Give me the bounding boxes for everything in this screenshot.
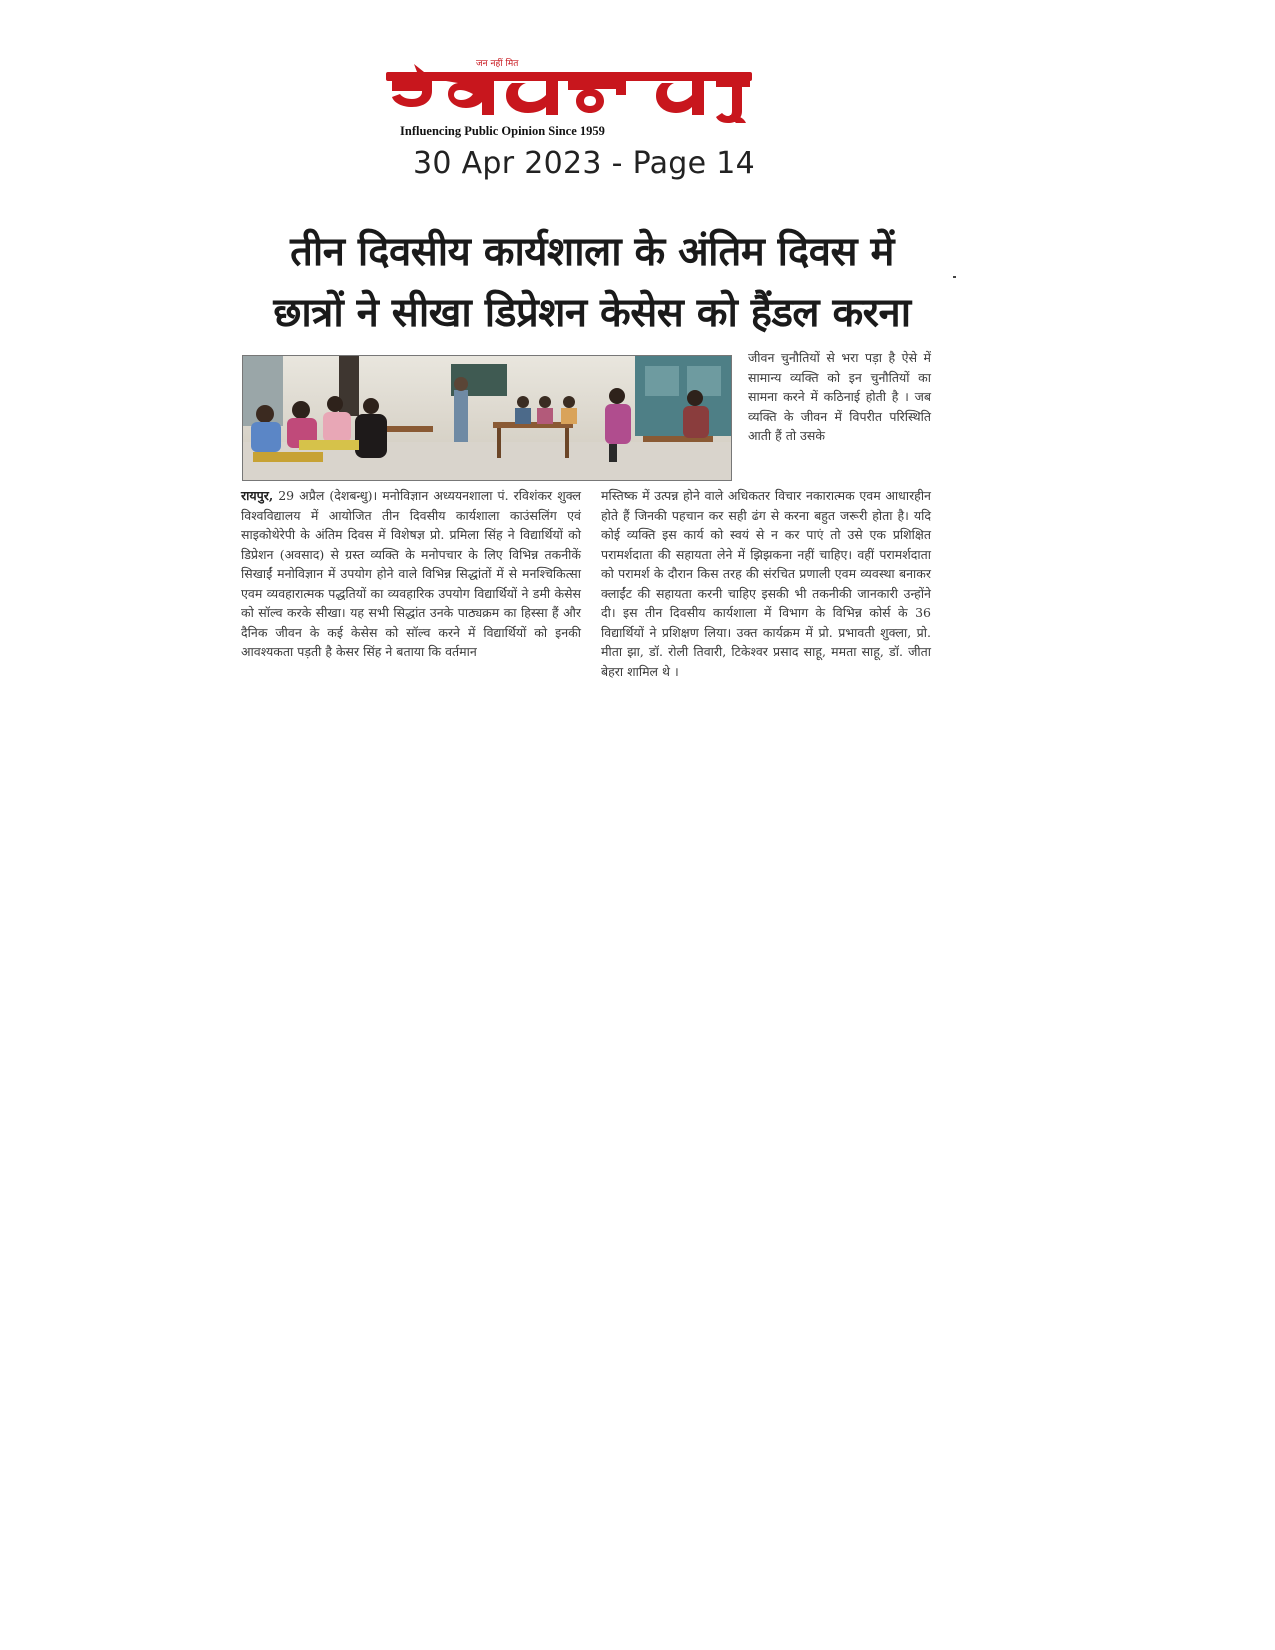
masthead-tagline: Influencing Public Opinion Since 1959: [400, 124, 605, 138]
article-column-right: मस्तिष्क में उत्पन्न होने वाले अधिकतर विचार नकारात्मक एवम आधारहीन होते हैं जिनकी पहचान कर सही ढंग से करना बहुत जरूरी होता है। यदि कोई व्यक्ति इस कार्य को स्वयं से न कर पाएं तो उसे एक प्रशिक्षित परामर्शदाता की सहायता लेने में झिझकना नहीं चाहिए। वहीं परामर्शदाता को परामर्श के दौरान किस तरह की संरचित प्रणाली एवम व्यवस्था बनाकर क्लाईंट की सहायता करनी चाहिए इसकी भी तकनीकी जानकारी उन्होंने दी। इस तीन दिवसीय कार्यशाला में विभाग के विभिन्न कोर्स के 36 विद्यार्थियों ने प्रशिक्षण लिया। उक्त कार्यक्रम में प्रो. प्रभावती शुक्ला, प्रो. मीता झा, डॉ. रोली तिवारी, टिकेश्वर प्रसाद साहू, ममता साहू, डॉ. जीता बेहरा शामिल थे ।: [601, 488, 931, 679]
masthead-top-tagline: जन नहीं मित: [476, 59, 519, 69]
article-side-column: जीवन चुनौतियों से भरा पड़ा है ऐसे में सामान्य व्यक्ति को इन चुनौतियों का सामना करने में कठिनाई होती है । जब व्यक्ति के जीवन में विपरीत परिस्थिति आती हैं तो उसके: [748, 350, 931, 443]
article-column-left-text: 29 अप्रैल (देशबन्धु)। मनोविज्ञान अध्ययनशाला पं. रविशंकर शुक्ल विश्वविद्यालय में आयोजित तीन दिवसीय कार्यशाला काउंसलिंग एवं साइकोथेरेपी के अंतिम दिवस में विशेषज्ञ प्रो. प्रमिला सिंह ने विद्यार्थियों को डिप्रेशन (अवसाद) से ग्रस्त व्यक्ति के मनोपचार के लिए विभिन्न तकनीकें सिखाईं मनोविज्ञान में उपयोग होने वाले विभिन्न सिद्धांतों में से मनश्चिकित्सा एवम व्यवहारात्मक पद्धतियों का व्यवहारिक उपयोग विद्यार्थियों ने डमी केसेस को सॉल्व करके सीखा। यह सभी सिद्धांत उनके पाठ्यक्रम का हिस्सा हैं और दैनिक जीवन के कई केसेस को सॉल्व करने में विद्यार्थियों को इनकी आवश्यकता पड़ती है केसर सिंह ने बताया कि वर्तमान: [241, 488, 581, 659]
classroom-photo: [242, 355, 732, 481]
headline-line-1: तीन दिवसीय कार्यशाला के अंतिम दिवस में: [290, 229, 894, 275]
headline-line-2: छात्रों ने सीखा डिप्रेशन केसेस को हैंडल करना: [273, 290, 911, 336]
deshbandhu-logo: [384, 62, 788, 124]
edition-date-page: 30 Apr 2023 - Page 14: [412, 146, 756, 181]
dateline: रायपुर,: [241, 488, 274, 503]
article-column-left: [241, 486, 581, 662]
print-speck: [953, 276, 956, 278]
article-headline: [232, 222, 952, 344]
masthead: [384, 54, 788, 144]
classroom-photo-image: [243, 356, 731, 480]
